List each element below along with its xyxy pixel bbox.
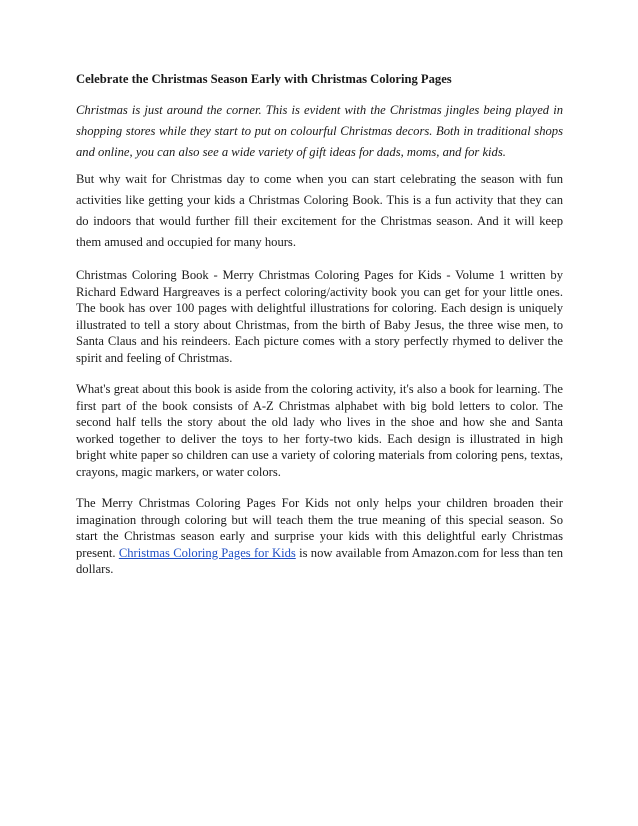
document-page [76, 70, 563, 593]
intro-paragraph: Christmas is just around the corner. This is evident with the Christmas jingles being played in shopping stores while they start to put on colourful Christmas decors. Both in traditional shops and online, you can also see a wide variety of gift ideas for dads, moms, and for kids. [76, 103, 563, 159]
coloring-pages-link[interactable]: Christmas Coloring Pages for Kids [118, 545, 296, 560]
paragraph-5-text-before-link: The Merry Christmas Coloring Pages For Kids not only helps your children broaden their imagination through coloring but will teach them the true meaning of this special season. So start the Christmas season early and surprise your kids with this delightful early Christmas present. [76, 496, 563, 560]
paragraph-5 [76, 495, 563, 578]
document-title: Celebrate the Christmas Season Early with Christmas Coloring Pages [76, 72, 452, 86]
paragraph-3: Christmas Coloring Book - Merry Christmas Coloring Pages for Kids - Volume 1 written by Richard Edward Hargreaves is a perfect coloring/activity book you can get for your little ones. The book has over 100 pages with delightful illustrations for coloring. Each design is uniquely illustrated to tell a story about Christmas, from the birth of Baby Jesus, the three wise men, to Santa Claus and his reindeers. Each picture comes with a story perfectly rhymed to deliver the spirit and feeling of Christmas. [76, 268, 563, 365]
paragraph-4: What's great about this book is aside from the coloring activity, it's also a book for learning. The first part of the book consists of A-Z Christmas alphabet with big bold letters to color. The second half tells the story about the old lady who lives in the shoe and how she and Santa worked together to deliver the toys to her forty-two kids. Each design is illustrated in high bright white paper so children can use a variety of coloring materials from coloring pens, textas, crayons, magic markers, or water colors. [76, 382, 563, 479]
paragraph-5-text-after-link: is now available from Amazon.com for less than ten dollars. [76, 545, 564, 576]
paragraph-2: But why wait for Christmas day to come when you can start celebrating the season with fun activities like getting your kids a Christmas Coloring Book. This is a fun activity that they can do indoors that would further fill their excitement for the Christmas season. And it will keep them amused and occupied for many hours. [76, 172, 563, 249]
